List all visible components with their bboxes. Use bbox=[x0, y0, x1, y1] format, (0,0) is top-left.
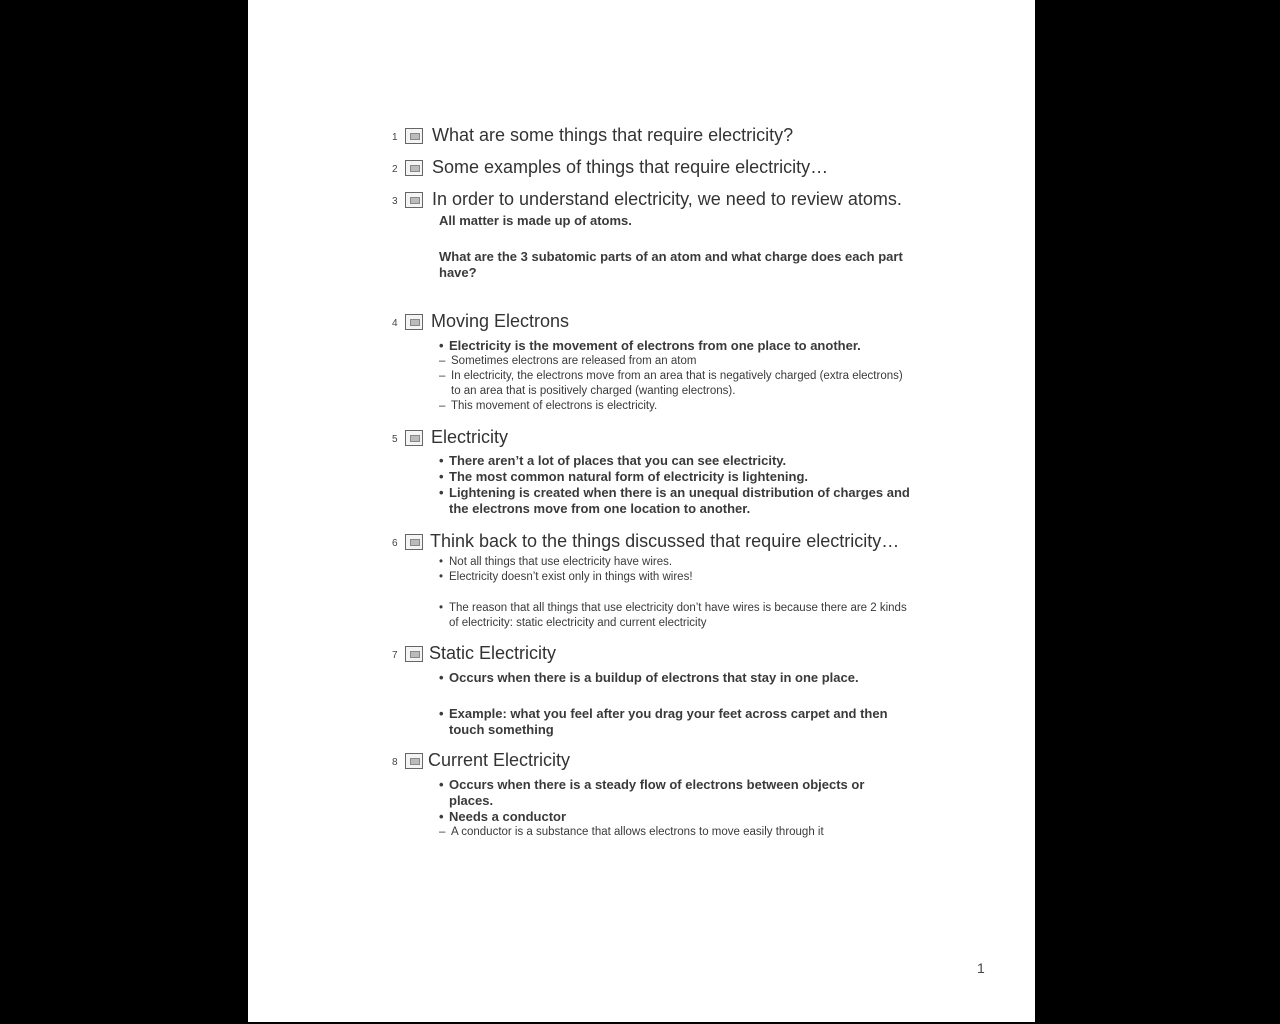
sub-bullet-item: – A conductor is a substance that allows electrons to move easily through it bbox=[439, 825, 909, 840]
slide-body bbox=[439, 453, 925, 517]
slide-title: Current Electricity bbox=[428, 750, 571, 770]
slide-thumbnail-icon bbox=[405, 192, 423, 208]
bullet-item: • Needs a conductor bbox=[439, 809, 909, 825]
slide-title: In order to understand electricity, we need to review atoms. bbox=[432, 189, 902, 209]
slide-number: 3 bbox=[392, 196, 398, 207]
page-number: 1 bbox=[977, 960, 985, 976]
slide-body bbox=[439, 213, 917, 281]
bullet-item: • The most common natural form of electricity is lightening. bbox=[439, 469, 925, 485]
slide-title: What are some things that require electricity? bbox=[432, 125, 794, 145]
slide-thumbnail-icon bbox=[405, 646, 423, 662]
bullet-item: • Example: what you feel after you drag your feet across carpet and then touch something bbox=[439, 706, 899, 738]
slide-title: Static Electricity bbox=[429, 643, 557, 663]
bullet-item: • There aren’t a lot of places that you can see electricity. bbox=[439, 453, 925, 469]
slide-thumbnail-icon bbox=[405, 753, 423, 769]
slide-number: 7 bbox=[392, 650, 398, 661]
bullet-item: • Electricity doesn’t exist only in things with wires! bbox=[439, 570, 919, 585]
bullet-item: • Not all things that use electricity have wires. bbox=[439, 555, 919, 570]
slide-number: 1 bbox=[392, 132, 398, 143]
slide-thumbnail-icon bbox=[405, 534, 423, 550]
document-page bbox=[248, 0, 1035, 1022]
slide-body bbox=[439, 777, 909, 840]
slide-thumbnail-icon bbox=[405, 128, 423, 144]
sub-bullet-item: – Sometimes electrons are released from an atom bbox=[439, 354, 909, 369]
slide-number: 2 bbox=[392, 164, 398, 175]
slide-body bbox=[439, 338, 909, 414]
bullet-item: • Occurs when there is a buildup of electrons that stay in one place. bbox=[439, 670, 899, 686]
bullet-item: • Electricity is the movement of electrons from one place to another. bbox=[439, 338, 909, 354]
slide-thumbnail-icon bbox=[405, 314, 423, 330]
slide-body bbox=[439, 555, 919, 631]
slide-title: Some examples of things that require electricity… bbox=[432, 157, 829, 177]
bullet-item: • Occurs when there is a steady flow of electrons between objects or places. bbox=[439, 777, 909, 809]
bullet-item: • Lightening is created when there is an unequal distribution of charges and the electrons move from one location to another. bbox=[439, 485, 925, 517]
slide-title: Think back to the things discussed that require electricity… bbox=[430, 531, 900, 551]
slide-number: 5 bbox=[392, 434, 398, 445]
sub-bullet-item: – In electricity, the electrons move from an area that is negatively charged (extra electrons) to an area that is positively charged (wanting electrons). bbox=[439, 369, 909, 399]
slide-title: Moving Electrons bbox=[431, 311, 570, 331]
sub-bullet-item: – This movement of electrons is electricity. bbox=[439, 399, 909, 414]
slide-number: 8 bbox=[392, 757, 398, 768]
slide-title: Electricity bbox=[431, 427, 509, 447]
body-text: All matter is made up of atoms. bbox=[439, 213, 632, 228]
bullet-item: • The reason that all things that use electricity don’t have wires is because there are 2 kinds of electricity: static electricity and current electricity bbox=[439, 601, 919, 631]
slide-thumbnail-icon bbox=[405, 160, 423, 176]
slide-number: 4 bbox=[392, 318, 398, 329]
slide-body bbox=[439, 670, 899, 738]
body-text: What are the 3 subatomic parts of an atom and what charge does each part have? bbox=[439, 249, 903, 280]
slide-number: 6 bbox=[392, 538, 398, 549]
slide-thumbnail-icon bbox=[405, 430, 423, 446]
